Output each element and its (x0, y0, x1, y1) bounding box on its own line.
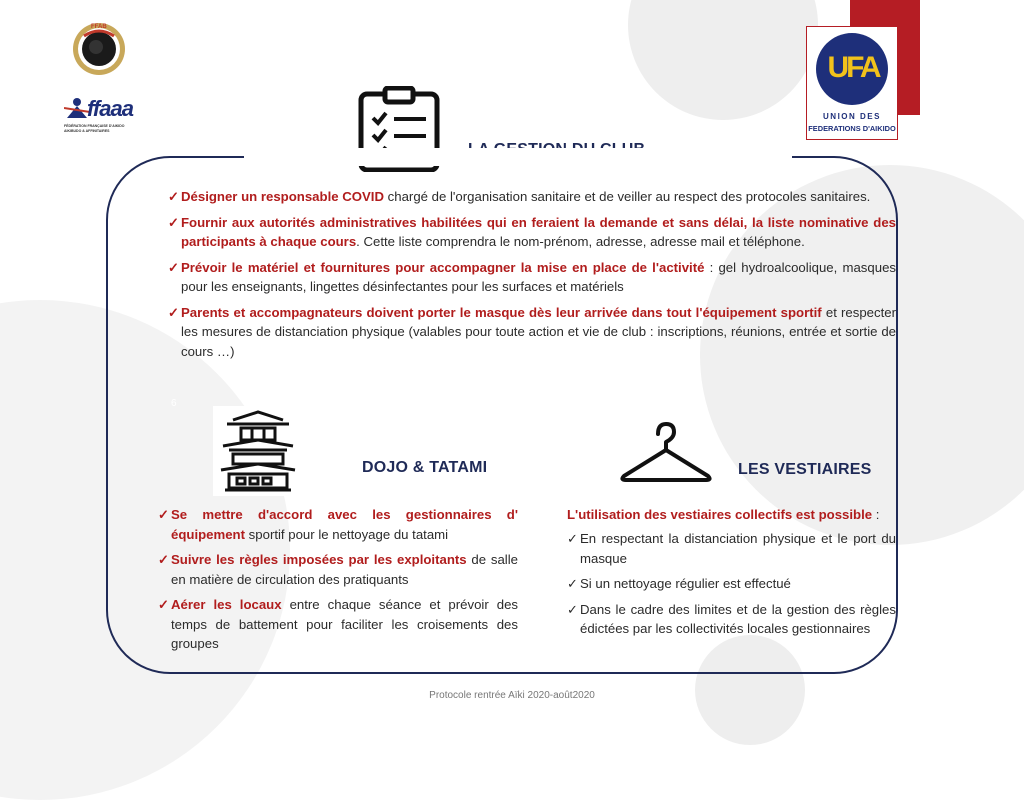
list-item (158, 505, 518, 544)
item-bold: Aérer les locaux (171, 597, 282, 612)
item-bold: Parents et accompagnateurs doivent porter le masque dès leur arrivée dans tout l'équipement sportif (181, 304, 822, 320)
list-item (168, 258, 896, 297)
checkmark-icon: ✓ (168, 214, 180, 230)
page-number: 6 (171, 398, 177, 409)
ffab-logo-text: FFAB (91, 24, 107, 30)
item-text: chargé de l'organisation sanitaire et de veiller au respect des protocoles sanitaires. (384, 189, 871, 204)
dojo-list (158, 505, 518, 660)
ufa-caption-line1: UNION DES (823, 112, 881, 121)
list-item (567, 574, 896, 594)
checkmark-icon: ✓ (567, 601, 579, 617)
vestiaires-list (567, 529, 896, 645)
ufa-logo (806, 26, 898, 140)
footer-text: Protocole rentrée Aïki 2020-août2020 (429, 690, 595, 701)
checkmark-icon: ✓ (168, 304, 180, 320)
checkmark-icon: ✓ (158, 507, 170, 522)
item-text: sportif pour le nettoyage du tatami (245, 526, 449, 542)
vestiaires-intro (567, 505, 897, 525)
item-text: et respecter les mesures de distanciation physique (valables pour toute action et vie de club : inscriptions, réunions, entrée et sortie de cours …) (181, 304, 896, 359)
item-text: Si un nettoyage régulier est effectué (580, 576, 791, 591)
ffaaa-logo-caption: FÉDÉRATION FRANÇAISE D'AIKIDO AIKIBUDO & AFFINITAIRES (64, 124, 125, 133)
item-text: entre chaque séance et prévoir des temps de battement pour faciliter les croisements des groupes (171, 597, 518, 651)
item-bold: Se mettre d'accord avec les gestionnaires d' équipement (171, 507, 518, 542)
item-bold: Prévoir le matériel et fournitures pour accompagner la mise en place de l'activité (181, 259, 705, 275)
bg-circle-top (628, 0, 818, 120)
item-bold: Suivre les règles imposées par les exploitants (171, 552, 467, 567)
list-item (567, 529, 896, 568)
club-list (168, 187, 896, 367)
ffaaa-logo (64, 96, 142, 136)
item-text: : gel hydroalcoolique, masques pour les enseignants, lingettes désinfectantes pour les surfaces et matériels (181, 259, 896, 294)
list-item (158, 550, 518, 589)
list-item (567, 600, 896, 639)
ufa-logo-letters: UFA (827, 51, 879, 84)
hanger-icon (618, 420, 714, 490)
ufa-caption-line2: FEDERATIONS D'AIKIDO (808, 124, 896, 133)
list-item (168, 213, 896, 252)
vestiaires-intro-rest: : (872, 507, 880, 522)
ffab-logo (72, 22, 126, 76)
ffaaa-logo-wordmark: ffaaa (87, 96, 133, 121)
checkmark-icon: ✓ (168, 259, 180, 275)
item-bold: Fournir aux autorités administratives habilitées qui en feraient la demande et sans délai, la liste nominative des participants à chaque cours (181, 214, 896, 249)
list-item (158, 595, 518, 654)
checkmark-icon: ✓ (567, 531, 579, 546)
list-item (168, 187, 896, 207)
dojo-title: DOJO & TATAMI (362, 459, 488, 476)
vestiaires-intro-bold: L'utilisation des vestiaires collectifs est possible (567, 507, 873, 522)
checkmark-icon: ✓ (158, 552, 170, 567)
item-text: . Cette liste comprendra le nom-prénom, adresse, adresse mail et téléphone. (356, 234, 805, 249)
item-text: de salle en matière de circulation des pratiquants (171, 552, 518, 587)
checkmark-icon: ✓ (567, 576, 579, 591)
list-item (168, 303, 896, 362)
dojo-building-icon (213, 406, 303, 496)
item-bold: Désigner un responsable COVID (181, 189, 384, 204)
frame-title-gap (244, 148, 792, 166)
item-text: En respectant la distanciation physique et le port du masque (580, 531, 896, 566)
checkmark-icon: ✓ (168, 189, 180, 204)
checkmark-icon: ✓ (158, 597, 170, 612)
vestiaires-title: LES VESTIAIRES (738, 461, 872, 478)
item-text: Dans le cadre des limites et de la gestion des règles édictées par les collectivités locales gestionnaires (580, 601, 896, 636)
